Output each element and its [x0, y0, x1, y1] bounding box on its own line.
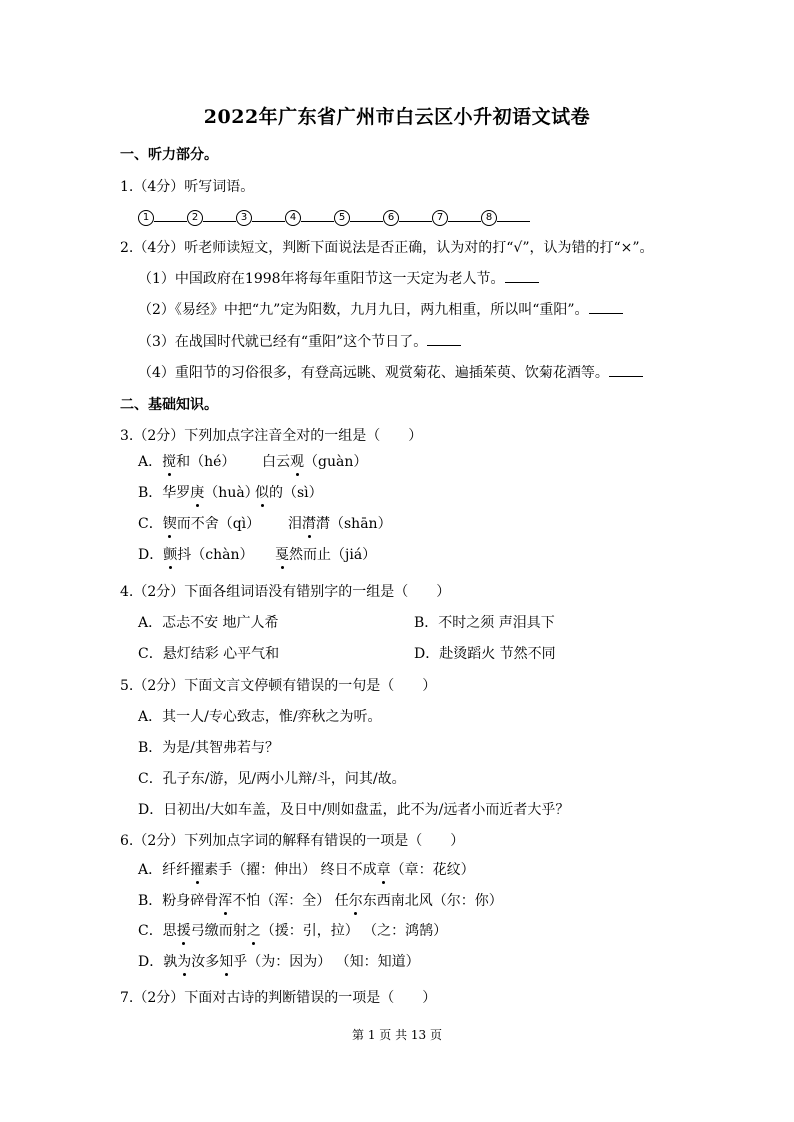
- question-5-option-a: A．其一人/专心致志，惟/弈秋之为听。: [138, 709, 382, 725]
- question-5-option-d: D．日初出/大如车盖，及日中/则如盘盂，此不为/远者小而近者大乎？: [138, 802, 570, 818]
- question-5-option-b: B．为是/其智弗若与？: [138, 740, 280, 756]
- question-4-stem: 4.（2分）下面各组词语没有错别字的一组是（ ）: [120, 584, 451, 600]
- question-4-option-b: B．不时之须 声泪具下: [414, 615, 555, 631]
- answer-blank[interactable]: [399, 209, 432, 222]
- question-3-option-a: [138, 453, 235, 471]
- dotted-char: 为: [177, 954, 192, 970]
- text: （章：花纹）: [390, 862, 475, 878]
- blank-marker: 5: [334, 210, 350, 226]
- answer-blank[interactable]: [203, 209, 236, 222]
- text: 汝多: [191, 954, 220, 970]
- text: 的（sì）: [269, 485, 323, 501]
- dotted-char: 庚: [190, 485, 205, 501]
- question-3-option-d: [138, 546, 253, 564]
- dotted-char: 潸: [302, 516, 316, 532]
- question-6-option-a: [138, 861, 475, 879]
- item-text: （1）中国政府在1998年将每年重阳节这一天定为老人节。: [138, 271, 505, 287]
- text: 东西南北风（尔：你）: [362, 893, 503, 909]
- text: A．纤纤: [138, 862, 191, 878]
- dotted-char: 戛: [275, 547, 289, 563]
- question-2-item: [138, 270, 539, 288]
- blank-marker: 4: [285, 210, 301, 226]
- question-6-stem: 6.（2分）下列加点字词的解释有错误的一项是（ ）: [120, 833, 465, 849]
- dotted-char: 颤: [163, 547, 178, 563]
- question-1-blanks: [138, 209, 530, 227]
- dotted-char: 浑: [218, 893, 233, 909]
- answer-blank[interactable]: [497, 209, 530, 222]
- text: D．孰: [138, 954, 178, 970]
- answer-blank[interactable]: [252, 209, 285, 222]
- answer-blank[interactable]: [589, 301, 623, 314]
- question-2-item: [138, 301, 623, 319]
- text: 潸（shān）: [316, 516, 392, 532]
- text: C．思: [138, 923, 177, 939]
- question-3-option-b-word2: [255, 484, 323, 502]
- question-4-option-c: C．悬灯结彩 心平气和: [138, 646, 280, 662]
- dotted-char: 知: [219, 954, 234, 970]
- question-3-option-c: [138, 515, 260, 533]
- answer-blank[interactable]: [427, 333, 461, 346]
- answer-blank[interactable]: [350, 209, 383, 222]
- question-3-option-a-word2: [262, 453, 367, 471]
- question-4-option-a: A．忑忐不安 地广人希: [138, 615, 279, 631]
- dotted-char: 之: [246, 923, 261, 939]
- text: B．粉身碎骨: [138, 893, 219, 909]
- question-5-stem: 5.（2分）下面文言文停顿有错误的一句是（ ）: [120, 678, 437, 694]
- dotted-char: 观: [290, 454, 304, 470]
- question-7-stem: 7.（2分）下面对古诗的判断错误的一项是（ ）: [120, 990, 437, 1006]
- text: D．: [138, 547, 164, 563]
- text: 白云: [262, 454, 290, 470]
- text: A．: [138, 454, 163, 470]
- question-2-item: [138, 364, 643, 382]
- blank-marker: 2: [187, 210, 203, 226]
- answer-blank[interactable]: [609, 364, 643, 377]
- dotted-char: 锲: [162, 516, 177, 532]
- question-3-option-d-word2: [275, 546, 376, 564]
- question-6-option-d: [138, 953, 420, 971]
- text: 素手（擢：伸出） 终日不成: [204, 862, 377, 878]
- text: C．: [138, 516, 163, 532]
- blank-marker: 7: [432, 210, 448, 226]
- text: （援：引，拉） （之：鸿鹄）: [260, 923, 448, 939]
- text: 不怕（浑：全） 任: [232, 893, 349, 909]
- text: 乎（为：因为） （知：知道）: [233, 954, 420, 970]
- question-3-option-c-word2: [288, 515, 392, 533]
- dotted-char: 似: [255, 485, 269, 501]
- text: 泪: [288, 516, 302, 532]
- question-6-option-c: [138, 922, 447, 940]
- text: （guàn）: [304, 454, 368, 470]
- question-3-option-b: [138, 484, 259, 502]
- dotted-char: 擢: [190, 862, 205, 878]
- item-text: （3）在战国时代就已经有“重阳”这个节日了。: [138, 334, 428, 350]
- question-6-option-b: [138, 892, 503, 910]
- text: 和（hé）: [176, 454, 236, 470]
- blank-marker: 8: [481, 210, 497, 226]
- answer-blank[interactable]: [301, 209, 334, 222]
- answer-blank[interactable]: [448, 209, 481, 222]
- dotted-char: 尔: [348, 893, 363, 909]
- section-basics: 二、基础知识。: [120, 397, 218, 413]
- question-3-stem: 3.（2分）下列加点字注音全对的一组是（ ）: [120, 428, 423, 444]
- page-title: 2022年广东省广州市白云区小升初语文试卷: [203, 106, 591, 128]
- question-2-item: [138, 333, 461, 351]
- blank-marker: 6: [383, 210, 399, 226]
- text: 弓缴而射: [190, 923, 247, 939]
- item-text: （2）《易经》中把“九”定为阳数，九月九日，两九相重，所以叫“重阳”。: [138, 302, 589, 318]
- text: B．华罗: [138, 485, 191, 501]
- item-text: （4）重阳节的习俗很多，有登高远眺、观赏菊花、遍插茱萸、饮菊花酒等。: [138, 365, 609, 381]
- question-1-stem: 1.（4分）听写词语。: [120, 179, 255, 195]
- text: 然而止（jiá）: [289, 547, 377, 563]
- question-4-option-d: D．赴烫蹈火 节然不同: [414, 646, 556, 662]
- question-2-stem: 2.（4分）听老师读短文，判断下面说法是否正确，认为对的打“√”，认为错的打“×”。: [120, 240, 654, 256]
- dotted-char: 援: [176, 923, 191, 939]
- section-listening: 一、听力部分。: [120, 147, 218, 163]
- page-footer: 第 1 页 共 13 页: [352, 1028, 442, 1042]
- text: 而不舍（qì）: [176, 516, 261, 532]
- blank-marker: 1: [138, 210, 154, 226]
- dotted-char: 搅: [162, 454, 177, 470]
- text: （huà）: [204, 485, 259, 501]
- blank-marker: 3: [236, 210, 252, 226]
- question-5-option-c: C．孔子东/游，见/两小儿辩/斗，问其/故。: [138, 771, 406, 787]
- answer-blank[interactable]: [505, 270, 539, 283]
- dotted-char: 章: [376, 862, 391, 878]
- text: 抖（chàn）: [177, 547, 254, 563]
- answer-blank[interactable]: [154, 209, 187, 222]
